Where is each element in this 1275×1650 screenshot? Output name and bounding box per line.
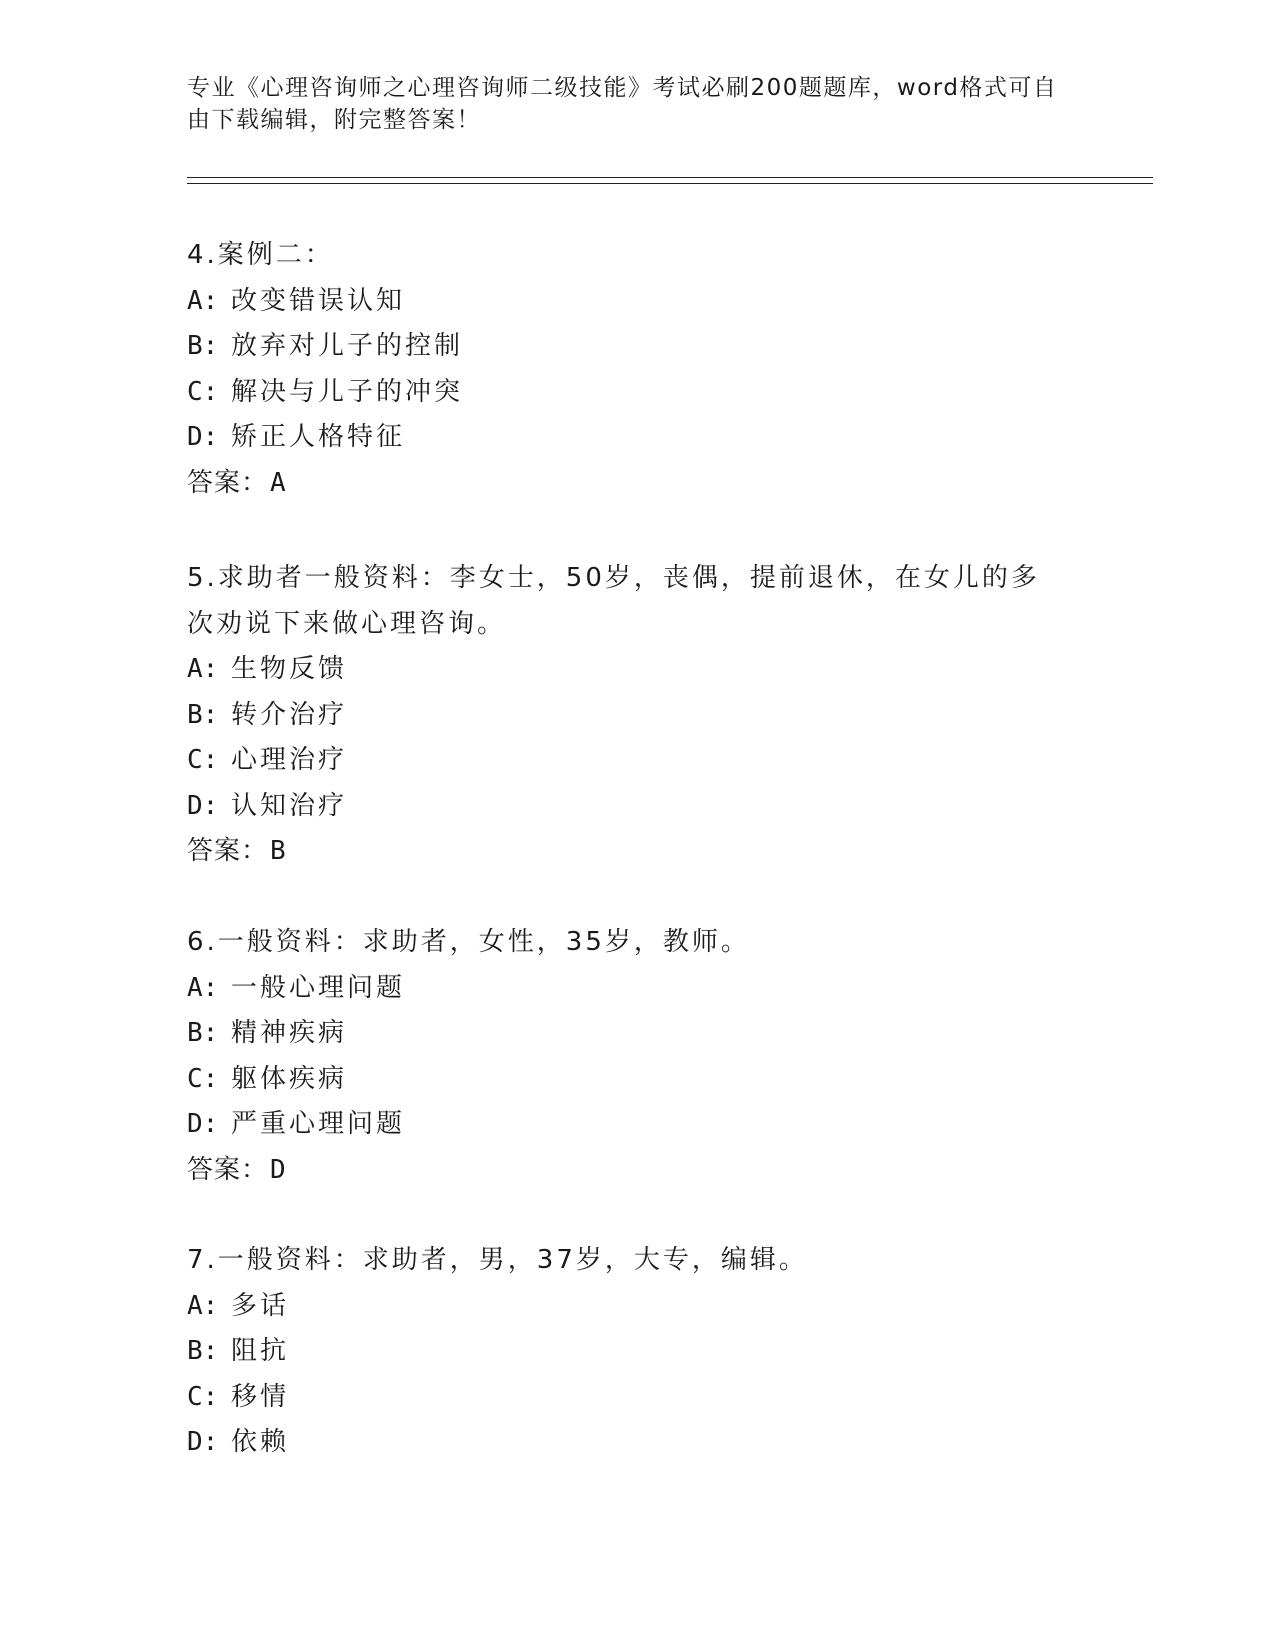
option-key: D: <box>187 1109 219 1139</box>
option-key: D: <box>187 1427 219 1457</box>
option-c <box>187 370 1067 416</box>
answer-label: 答案： <box>187 467 269 498</box>
option-b <box>187 1329 1067 1375</box>
option-key: D: <box>187 422 219 452</box>
option-key: D: <box>187 790 219 821</box>
option-text: 阻抗 <box>231 1336 290 1366</box>
option-text: 精神疾病 <box>231 1018 348 1048</box>
answer-value: A <box>270 467 287 498</box>
option-text: 生物反馈 <box>231 654 348 684</box>
option-c <box>187 1375 1067 1421</box>
option-key: C: <box>187 1063 219 1094</box>
option-b <box>187 1011 1067 1057</box>
question-7 <box>187 1238 1067 1466</box>
answer-value: B <box>270 836 287 866</box>
option-b <box>187 693 1067 739</box>
option-a <box>187 1284 1067 1330</box>
option-key: B: <box>187 1018 219 1048</box>
question-stem: 4.案例二： <box>187 240 334 270</box>
option-key: C: <box>187 376 219 407</box>
option-a <box>187 279 1067 325</box>
option-text: 躯体疾病 <box>231 1063 348 1094</box>
option-d <box>187 784 1067 830</box>
option-key: B: <box>187 1336 219 1366</box>
question-stem: 7.一般资料：求助者，男，37岁，大专，编辑。 <box>187 1245 808 1275</box>
header-rule-top <box>187 177 1153 178</box>
option-c <box>187 738 1067 784</box>
option-d <box>187 1102 1067 1148</box>
option-text: 依赖 <box>231 1427 290 1457</box>
option-key: C: <box>187 1381 219 1412</box>
answer-line <box>187 1148 1067 1194</box>
option-text: 改变错误认知 <box>231 285 406 316</box>
option-text: 解决与儿子的冲突 <box>231 376 464 407</box>
question-6 <box>187 920 1067 1193</box>
question-stem: 5.求助者一般资料：李女士，50岁，丧偶，提前退休，在女儿的多次劝说下来做心理咨询。 <box>187 563 1040 639</box>
answer-line <box>187 461 1067 507</box>
question-stem: 6.一般资料：求助者，女性，35岁，教师。 <box>187 927 750 957</box>
answer-label: 答案： <box>187 836 269 866</box>
option-text: 移情 <box>231 1381 290 1412</box>
answer-line <box>187 829 1067 875</box>
option-text: 转介治疗 <box>231 699 348 730</box>
option-text: 一般心理问题 <box>231 972 406 1003</box>
header-rule-bottom <box>187 183 1153 184</box>
option-key: A: <box>187 1290 219 1321</box>
option-key: C: <box>187 745 219 775</box>
option-text: 多话 <box>231 1290 290 1321</box>
option-text: 认知治疗 <box>231 790 348 821</box>
option-key: B: <box>187 331 219 361</box>
option-text: 放弃对儿子的控制 <box>231 331 464 361</box>
option-a <box>187 966 1067 1012</box>
option-d <box>187 1420 1067 1466</box>
option-b <box>187 324 1067 370</box>
option-a <box>187 647 1067 693</box>
option-text: 严重心理问题 <box>231 1109 406 1139</box>
option-key: B: <box>187 699 219 730</box>
option-key: A: <box>187 285 219 316</box>
option-text: 矫正人格特征 <box>231 422 406 452</box>
option-text: 心理治疗 <box>231 745 348 775</box>
option-d <box>187 415 1067 461</box>
question-5 <box>187 556 1067 875</box>
option-c <box>187 1057 1067 1103</box>
document-intro: 专业《心理咨询师之心理咨询师二级技能》考试必刷200题题库，word格式可自由下载编辑，附完整答案！ <box>187 75 1058 133</box>
question-4 <box>187 233 1067 506</box>
answer-value: D <box>270 1154 287 1185</box>
option-key: A: <box>187 972 219 1003</box>
answer-label: 答案： <box>187 1154 269 1185</box>
option-key: A: <box>187 654 219 684</box>
